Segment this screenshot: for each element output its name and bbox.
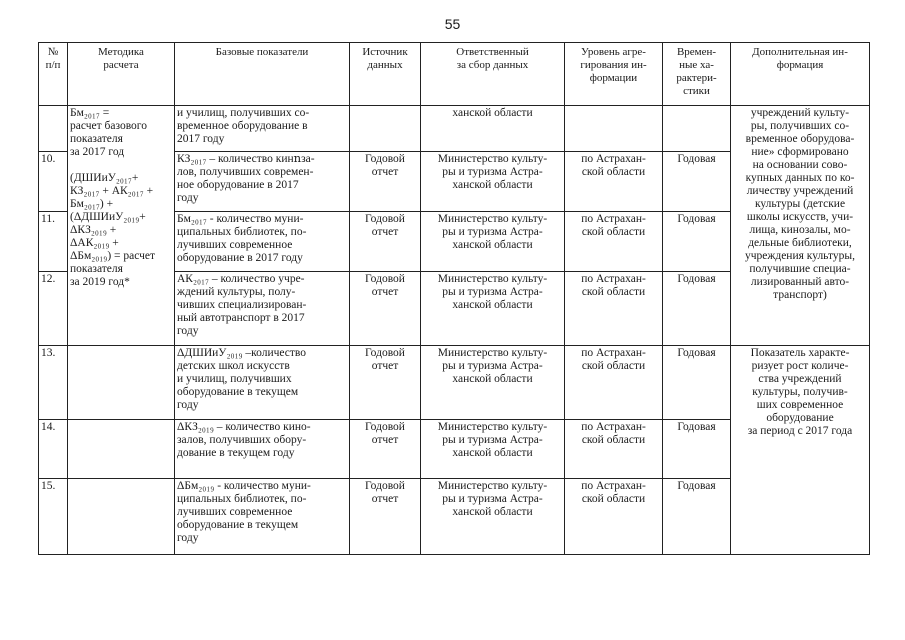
page-number: 55	[444, 16, 461, 32]
extra-info-top: учреждений культу- ры, получивших со- временное оборудова- ние» сформировано на основании сово- купных данных по ко- личеству учреждений культуры (детские школы искусств, учи- лища, кинозалы, мо- дельные библиотеки, учреждения культуры, получившие специа- лизированный авто- транспорт)	[731, 106, 870, 346]
row-responsible: Министерство культу- ры и туризма Астра- ханской области	[421, 479, 565, 555]
row-level	[565, 106, 663, 152]
header-base: Базовые показатели	[175, 43, 350, 106]
row-base: КЗ₂₀₁₇ – количество кинոза- лов, получивших современ- ное оборудование в 2017 году	[175, 152, 350, 212]
row-responsible: Министерство культу- ры и туризма Астра- ханской области	[421, 420, 565, 479]
row-num: 11.	[39, 212, 68, 272]
row-source: Годовой отчет	[350, 346, 421, 420]
method-cell-empty	[68, 479, 175, 555]
row-responsible: ханской области	[421, 106, 565, 152]
header-num: № п/п	[39, 43, 68, 106]
method-cell: Бм₂₀₁₇ = расчет базового показателя за 2017 год (ДШИиУ₂₀₁₇+ КЗ₂₀₁₇ + АК₂₀₁₇ + Бм₂₀₁₇) + (ΔДШИиУ₂₀₁₉+ ΔКЗ₂₀₁₉ + ΔАК₂₀₁₉ + ΔБм₂₀₁₉) = расчет показателя за 2019 год*	[68, 106, 175, 346]
row-num: 10.	[39, 152, 68, 212]
method-cell-empty	[68, 346, 175, 420]
row-time	[663, 106, 731, 152]
row-num: 15.	[39, 479, 68, 555]
row-level: по Астрахан- ской области	[565, 346, 663, 420]
row-responsible: Министерство культу- ры и туризма Астра- ханской области	[421, 272, 565, 346]
row-base: ΔДШИиУ₂₀₁₉ –количество детских школ искусств и училищ, получивших оборудование в текущем году	[175, 346, 350, 420]
row-base: Бм₂₀₁₇ - количество муни- ципальных библиотек, по- лучивших современное оборудование в 2017 году	[175, 212, 350, 272]
row-level: по Астрахан- ской области	[565, 272, 663, 346]
header-source: Источник данных	[350, 43, 421, 106]
header-responsible: Ответственный за сбор данных	[421, 43, 565, 106]
row-time: Годовая	[663, 152, 731, 212]
row-base: ΔКЗ₂₀₁₉ – количество кино- залов, получивших обору- дование в текущем году	[175, 420, 350, 479]
table-row	[39, 106, 870, 152]
row-source	[350, 106, 421, 152]
row-source: Годовой отчет	[350, 479, 421, 555]
row-num: 13.	[39, 346, 68, 420]
row-responsible: Министерство культу- ры и туризма Астра- ханской области	[421, 152, 565, 212]
header-method: Методика расчета	[68, 43, 175, 106]
row-time: Годовая	[663, 346, 731, 420]
row-time: Годовая	[663, 212, 731, 272]
row-num: 12.	[39, 272, 68, 346]
row-base: ΔБм₂₀₁₉ - количество муни- ципальных библиотек, по- лучивших современное оборудование в текущем году	[175, 479, 350, 555]
header-row	[39, 43, 870, 106]
indicator-table	[38, 42, 870, 555]
row-level: по Астрахан- ской области	[565, 420, 663, 479]
row-source: Годовой отчет	[350, 152, 421, 212]
row-responsible: Министерство культу- ры и туризма Астра- ханской области	[421, 346, 565, 420]
extra-info-bottom: Показатель характе- ризует рост количе- ства учреждений культуры, получив- ших современное оборудование за период с 2017 года	[731, 346, 870, 555]
row-source: Годовой отчет	[350, 272, 421, 346]
row-responsible: Министерство культу- ры и туризма Астра- ханской области	[421, 212, 565, 272]
row-level: по Астрахан- ской области	[565, 212, 663, 272]
method-cell-empty	[68, 420, 175, 479]
table-row	[39, 346, 870, 420]
row-time: Годовая	[663, 479, 731, 555]
row-source: Годовой отчет	[350, 420, 421, 479]
header-time: Времен- ные ха- рактери- стики	[663, 43, 731, 106]
row-level: по Астрахан- ской области	[565, 479, 663, 555]
row-base: АК₂₀₁₇ – количество учре- ждений культуры, полу- чивших специализирован- ный автотранспорт в 2017 году	[175, 272, 350, 346]
row-source: Годовой отчет	[350, 212, 421, 272]
row-base: и училищ, получивших со- временное оборудование в 2017 году	[175, 106, 350, 152]
row-num: 14.	[39, 420, 68, 479]
row-time: Годовая	[663, 420, 731, 479]
row-num	[39, 106, 68, 152]
header-level: Уровень агре- гирования ин- формации	[565, 43, 663, 106]
header-extra: Дополнительная ин- формация	[731, 43, 870, 106]
row-level: по Астрахан- ской области	[565, 152, 663, 212]
row-time: Годовая	[663, 272, 731, 346]
